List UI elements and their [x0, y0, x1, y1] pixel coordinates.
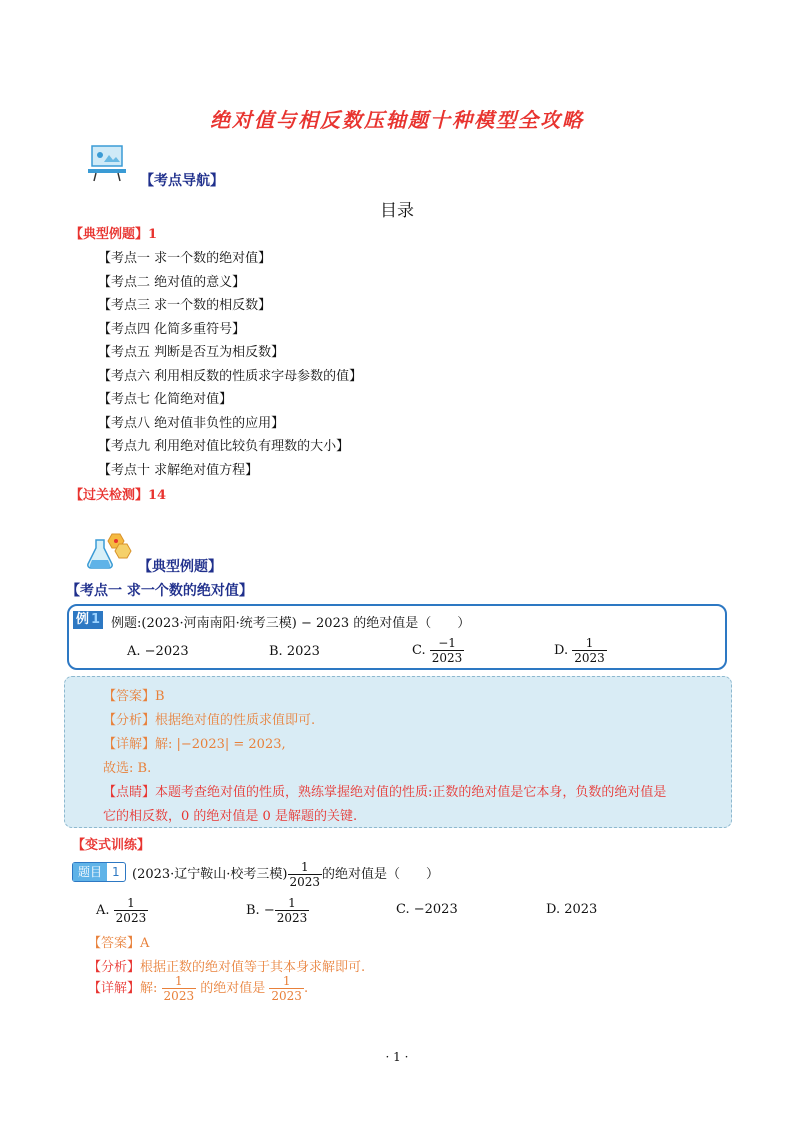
toc-item[interactable]: 【考点四 化简多重符号】 [98, 322, 246, 337]
toc-item[interactable]: 【考点十 求解绝对值方程】 [98, 463, 259, 478]
toc-heading: 目录 [380, 201, 414, 221]
document-title: 绝对值与相反数压轴题十种模型全攻略 [210, 108, 584, 132]
toc-section-test[interactable]: 【过关检测】14 [70, 488, 167, 503]
analysis-line: 【分析】根据绝对值的性质求值即可. [103, 713, 316, 728]
q-option-c[interactable]: C. −2023 [396, 902, 458, 917]
q-option-a[interactable]: A. $\frac{1}{2023}$ [96, 896, 147, 925]
toc-item[interactable]: 【考点七 化简绝对值】 [98, 392, 233, 407]
option-d[interactable]: D. $\frac{1}{2023}$ [554, 636, 605, 665]
toc-item[interactable]: 【考点六 利用相反数的性质求字母参数的值】 [98, 369, 363, 384]
toc-item[interactable]: 【考点二 绝对值的意义】 [98, 275, 246, 290]
nav-label: 【考点导航】 [140, 173, 224, 189]
q-option-d[interactable]: D. 2023 [546, 902, 598, 917]
toc-item[interactable]: 【考点一 求一个数的绝对值】 [98, 251, 272, 266]
variant-label: 【变式训练】 [72, 838, 151, 853]
question-stem: (2023·辽宁鞍山·校考三模) $\frac{1}{2023}$ 的绝对值是（ ） [132, 860, 440, 889]
chemistry-flask-icon [86, 530, 132, 572]
comment-line-2: 它的相反数，0 的绝对值是 0 是解题的关键. [103, 809, 358, 824]
option-b[interactable]: B. 2023 [269, 644, 320, 659]
q-option-b[interactable]: B. − $\frac{1}{2023}$ [246, 896, 308, 925]
q-analysis: 【分析】根据正数的绝对值等于其本身求解即可. [88, 960, 366, 975]
classroom-board-icon [86, 142, 130, 182]
q-detail: 【详解】解: $\frac{1}{2023}$ 的绝对值是 $\frac{1}{2023}$ . [88, 974, 309, 1003]
option-a[interactable]: A. −2023 [127, 644, 189, 659]
toc-item[interactable]: 【考点九 利用绝对值比较负有理数的大小】 [98, 439, 350, 454]
comment-line: 【点睛】本题考查绝对值的性质，熟练掌握绝对值的性质:正数的绝对值是它本身，负数的绝对值是 [103, 785, 667, 800]
answer-box [64, 676, 732, 828]
q-answer: 【答案】A [88, 936, 150, 951]
answer-line: 【答案】B [103, 689, 165, 704]
question-badge: 题目 1 [72, 862, 126, 882]
detail-line: 【详解】解: |−2023| = 2023, [103, 737, 286, 752]
example-badge: 例 1 [73, 611, 103, 629]
example-stem: 例题:(2023·河南南阳·统考三模) − 2023 的绝对值是（ ） [111, 616, 471, 631]
page-number: · 1 · [385, 1050, 409, 1064]
toc-item[interactable]: 【考点五 判断是否互为相反数】 [98, 345, 285, 360]
example-box [67, 604, 727, 670]
point-heading: 【考点一 求一个数的绝对值】 [66, 583, 253, 599]
choice-line: 故选: B. [103, 761, 152, 776]
toc-item[interactable]: 【考点八 绝对值非负性的应用】 [98, 416, 285, 431]
examples-label: 【典型例题】 [138, 559, 222, 575]
toc-section-examples[interactable]: 【典型例题】1 [70, 227, 158, 242]
option-c[interactable]: C. $\frac{-1}{2023}$ [412, 636, 463, 665]
toc-item[interactable]: 【考点三 求一个数的相反数】 [98, 298, 272, 313]
